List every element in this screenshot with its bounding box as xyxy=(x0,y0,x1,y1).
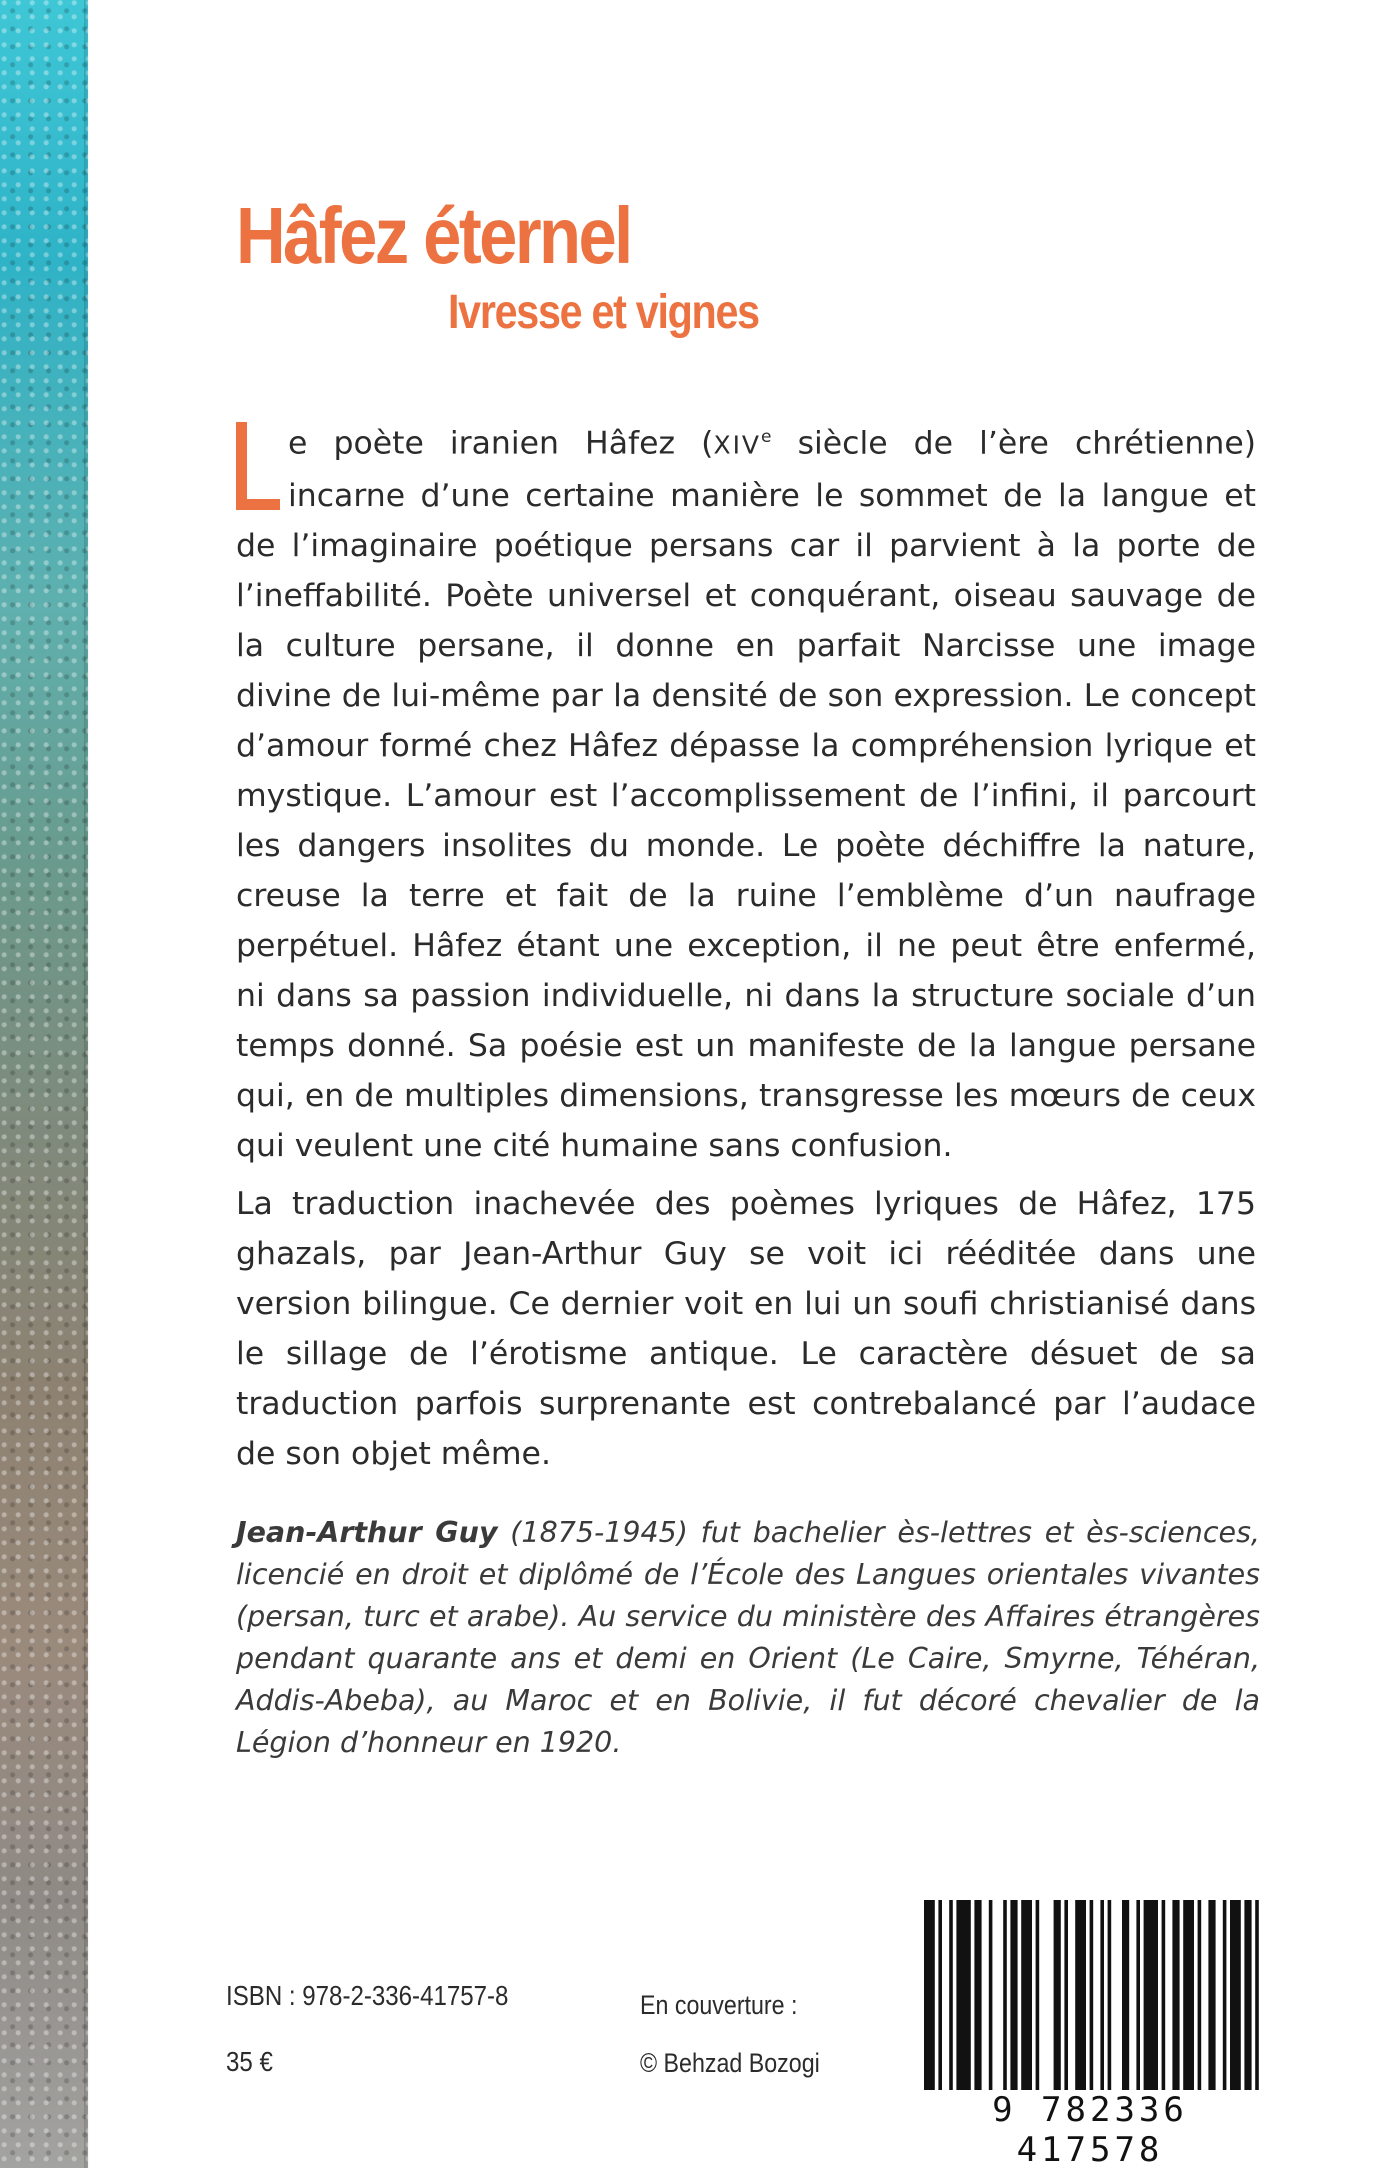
barcode-bar xyxy=(1100,1900,1104,2090)
barcode-bar xyxy=(1244,1900,1251,2090)
barcode-bar xyxy=(1090,1900,1094,2090)
barcode-bar xyxy=(1036,1900,1040,2090)
cover-credit-name: © Behzad Bozogi xyxy=(640,2048,820,2078)
cover-spine-artwork xyxy=(0,0,88,2168)
barcode-bar xyxy=(1162,1900,1166,2090)
barcode-bar xyxy=(1054,1900,1061,2090)
summary-paragraph-2: La traduction inachevée des poèmes lyriques de Hâfez, 175 ghazals, par Jean-Arthur Guy se voit ici rééditée dans une version bilingue. Ce dernier voit en lui un soufi christianisé dans le sillage de l’érotisme antique. Le caractère désuet de sa traduction parfois surprenante est contrebalancé par l’audace de son objet même. xyxy=(236,1185,1256,1472)
barcode-bar xyxy=(1230,1900,1241,2090)
barcode-bar xyxy=(1021,1900,1032,2090)
barcode-bar xyxy=(1223,1900,1227,2090)
book-subtitle: Ivresse et vignes xyxy=(448,286,759,339)
author-name: Jean-Arthur Guy xyxy=(236,1516,498,1549)
isbn-label: ISBN : 978-2-336-41757-8 xyxy=(226,1980,509,2011)
summary-line-1 xyxy=(288,412,1256,471)
barcode-bar xyxy=(1172,1900,1179,2090)
barcode-bar xyxy=(1198,1900,1202,2090)
barcode-bar xyxy=(924,1900,935,2090)
barcode-bars xyxy=(920,1900,1260,2090)
barcode-bar xyxy=(1108,1900,1112,2090)
summary-line-2: incarne d’une certaine manière le sommet de la langue et xyxy=(288,477,1256,514)
summary-paragraph-1 xyxy=(236,412,1256,1171)
barcode-bar xyxy=(1136,1900,1140,2090)
cover-credit-label: En couverture : xyxy=(640,1990,798,2020)
century-suffix: e xyxy=(761,427,772,447)
barcode-bar xyxy=(949,1900,953,2090)
book-title: Hâfez éternel xyxy=(236,191,631,280)
barcode-digits: 9 782336 417578 xyxy=(920,2090,1260,2170)
summary-line-1-pre: e poète iranien Hâfez ( xyxy=(288,425,714,462)
barcode-bar xyxy=(1075,1900,1086,2090)
barcode-bar xyxy=(956,1900,970,2090)
author-bio xyxy=(236,1512,1260,1764)
summary-line-1-post: siècle de l’ère chrétienne) xyxy=(771,425,1256,462)
century-numeral: XIV xyxy=(713,430,762,460)
barcode-bar xyxy=(1144,1900,1158,2090)
summary-text xyxy=(236,412,1256,1479)
barcode-bar xyxy=(1255,1900,1259,2090)
price-label: 35 € xyxy=(226,2046,273,2077)
spine-shadow xyxy=(84,0,90,2168)
barcode-bar xyxy=(1010,1900,1017,2090)
barcode-bar xyxy=(1064,1900,1068,2090)
barcode-bar xyxy=(974,1900,981,2090)
summary-paragraph-1-rest: de l’imaginaire poétique persans car il parvient à la porte de l’ineffabilité. Poète universel et conquérant, oiseau sauvage de la culture persane, il donne en parfait Narcisse une image divine de lui-même par la densité de son expression. Le concept d’amour formé chez Hâfez dépasse la compréhension lyrique et mystique. L’amour est l’accomplissement de l’infini, il parcourt les dangers insolites du monde. Le poète déchiffre la nature, creuse la terre et fait de la ruine l’emblème d’un naufrage perpétuel. Hâfez étant une exception, il ne peut être enfermé, ni dans sa passion individuelle, ni dans la structure sociale d’un temps donné. Sa poésie est un manifeste de la langue persane qui, en de multiples dimensions, transgresse les mœurs de ceux qui veulent une cité humaine sans confusion. xyxy=(236,527,1256,1164)
dropcap-letter xyxy=(236,422,280,510)
barcode-bar xyxy=(1003,1900,1007,2090)
dropcap-lines xyxy=(236,412,1256,521)
barcode-bar xyxy=(989,1900,993,2090)
barcode-bar xyxy=(1208,1900,1215,2090)
barcode-bar xyxy=(938,1900,942,2090)
barcode-bar xyxy=(1183,1900,1194,2090)
barcode-bar xyxy=(1122,1900,1129,2090)
author-bio-text: (1875-1945) fut bachelier ès-lettres et ès-sciences, licencié en droit et diplômé de l’École des Langues orientales vivantes (persan, turc et arabe). Au service du ministère des Affaires étrangères pendant quarante ans et demi en Orient (Le Caire, Smyrne, Téhéran, Addis-Abeba), au Maroc et en Bolivie, il fut décoré chevalier de la Légion d’honneur en 1920. xyxy=(236,1516,1260,1759)
